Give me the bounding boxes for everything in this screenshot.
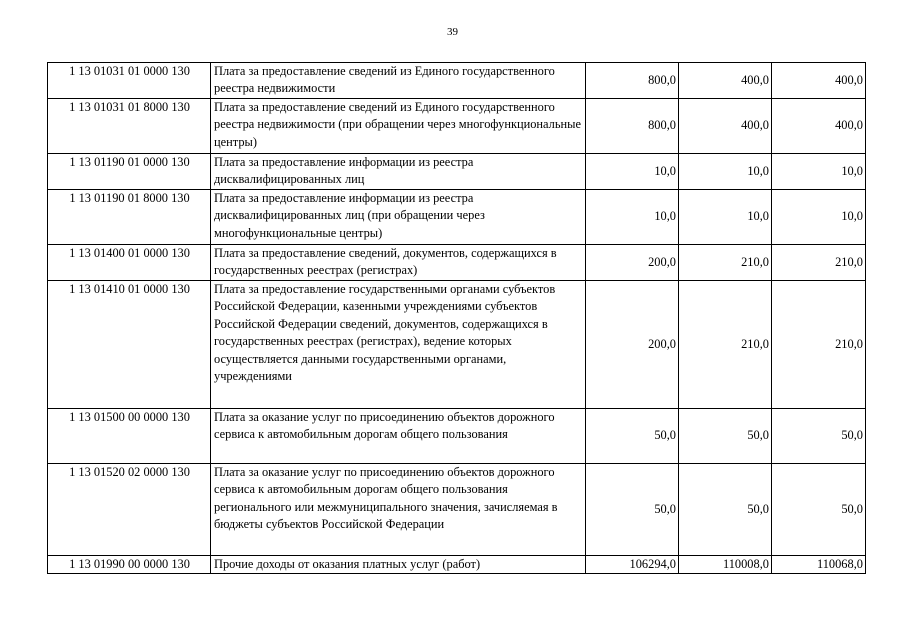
table-row	[48, 409, 866, 464]
revenue-name-cell: Плата за предоставление информации из реестра дисквалифицированных лиц	[211, 154, 586, 190]
budget-code-cell: 1 13 01190 01 0000 130	[48, 154, 211, 190]
table-row	[48, 281, 866, 409]
value-cell-1: 10,0	[586, 190, 679, 245]
value-cell-3: 50,0	[772, 464, 866, 556]
budget-code-cell: 1 13 01410 01 0000 130	[48, 281, 211, 409]
value-cell-2: 50,0	[679, 409, 772, 464]
value-cell-3: 210,0	[772, 245, 866, 281]
value-cell-1: 200,0	[586, 245, 679, 281]
value-cell-1: 200,0	[586, 281, 679, 409]
revenue-name-cell: Плата за оказание услуг по присоединению объектов дорожного сервиса к автомобильным дорогам общего пользования регионального или межмуниципального значения, зачисляемая в бюджеты субъектов Российской Федерации	[211, 464, 586, 556]
budget-code-cell: 1 13 01190 01 8000 130	[48, 190, 211, 245]
table-row	[48, 99, 866, 154]
value-cell-3: 400,0	[772, 99, 866, 154]
value-cell-3: 400,0	[772, 63, 866, 99]
revenue-name-cell: Плата за предоставление информации из реестра дисквалифицированных лиц (при обращении через многофункциональные центры)	[211, 190, 586, 245]
value-cell-2: 210,0	[679, 245, 772, 281]
value-cell-1: 10,0	[586, 154, 679, 190]
budget-code-cell: 1 13 01400 01 0000 130	[48, 245, 211, 281]
revenue-name-cell: Прочие доходы от оказания платных услуг (работ)	[211, 556, 586, 574]
value-cell-2: 210,0	[679, 281, 772, 409]
budget-code-cell: 1 13 01990 00 0000 130	[48, 556, 211, 574]
value-cell-3: 10,0	[772, 190, 866, 245]
value-cell-1: 800,0	[586, 63, 679, 99]
value-cell-2: 110008,0	[679, 556, 772, 574]
value-cell-2: 50,0	[679, 464, 772, 556]
value-cell-2: 10,0	[679, 154, 772, 190]
revenue-name-cell: Плата за оказание услуг по присоединению объектов дорожного сервиса к автомобильным дорогам общего пользования	[211, 409, 586, 464]
value-cell-3: 210,0	[772, 281, 866, 409]
value-cell-3: 50,0	[772, 409, 866, 464]
value-cell-2: 400,0	[679, 99, 772, 154]
value-cell-2: 400,0	[679, 63, 772, 99]
table-row	[48, 464, 866, 556]
value-cell-1: 50,0	[586, 409, 679, 464]
budget-code-cell: 1 13 01500 00 0000 130	[48, 409, 211, 464]
budget-code-cell: 1 13 01520 02 0000 130	[48, 464, 211, 556]
table-row	[48, 556, 866, 574]
budget-revenue-table	[47, 62, 866, 574]
table-row	[48, 63, 866, 99]
value-cell-1: 106294,0	[586, 556, 679, 574]
table-row	[48, 154, 866, 190]
revenue-name-cell: Плата за предоставление сведений из Единого государственного реестра недвижимости	[211, 63, 586, 99]
value-cell-1: 50,0	[586, 464, 679, 556]
revenue-name-cell: Плата за предоставление сведений, документов, содержащихся в государственных реестрах (регистрах)	[211, 245, 586, 281]
table-row	[48, 190, 866, 245]
value-cell-3: 110068,0	[772, 556, 866, 574]
budget-code-cell: 1 13 01031 01 0000 130	[48, 63, 211, 99]
value-cell-1: 800,0	[586, 99, 679, 154]
page-number: 39	[447, 26, 458, 38]
budget-code-cell: 1 13 01031 01 8000 130	[48, 99, 211, 154]
value-cell-3: 10,0	[772, 154, 866, 190]
revenue-name-cell: Плата за предоставление государственными органами субъектов Российской Федерации, казенными учреждениями субъектов Российской Федерации сведений, документов, содержащихся в государственных реестрах (регистрах), ведение которых осуществляется данными государственными органами, учреждениями	[211, 281, 586, 409]
table-row	[48, 245, 866, 281]
revenue-name-cell: Плата за предоставление сведений из Единого государственного реестра недвижимости (при обращении через многофункциональные центры)	[211, 99, 586, 154]
value-cell-2: 10,0	[679, 190, 772, 245]
